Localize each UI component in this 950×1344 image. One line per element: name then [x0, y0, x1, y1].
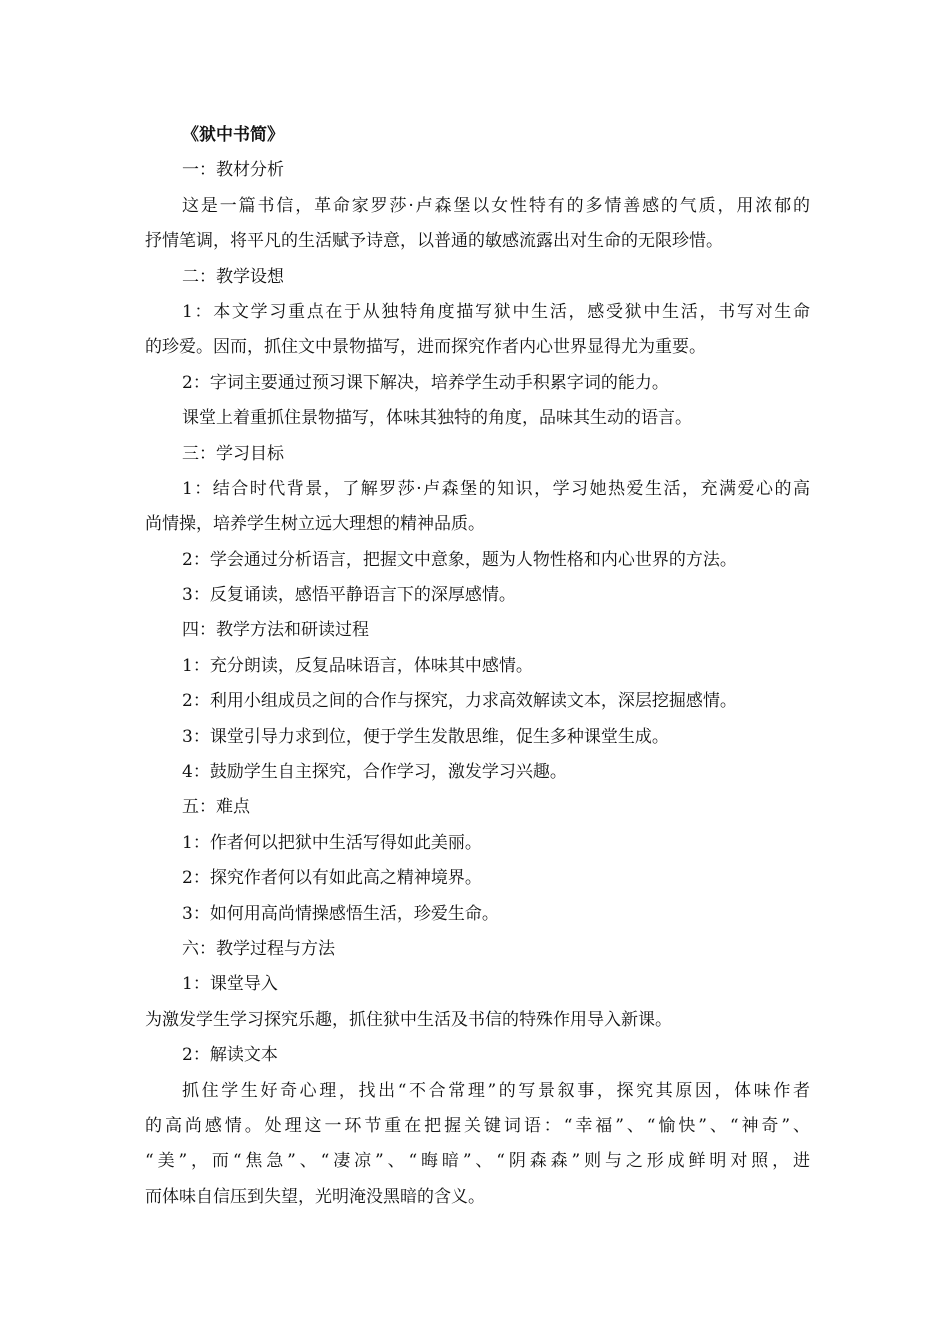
paragraph-line: 3：如何用高尚情操感悟生活，珍爱生命。: [182, 903, 499, 924]
paragraph-line: 1：本文学习重点在于从独特角度描写狱中生活，感受狱中生活，书写对生命: [182, 301, 810, 322]
paragraph-line: 的珍爱。因而，抓住文中景物描写，进而探究作者内心世界显得尤为重要。: [145, 337, 706, 358]
paragraph-line: 为激发学生学习探究乐趣，抓住狱中生活及书信的特殊作用导入新课。: [145, 1009, 672, 1030]
paragraph-line: 抓住学生好奇心理，找出“不合常理”的写景叙事，探究其原因，体味作者: [182, 1080, 810, 1101]
section-heading-3: 三：学习目标: [182, 443, 284, 464]
paragraph-line: 3：课堂引导力求到位，便于学生发散思维，促生多种课堂生成。: [182, 726, 669, 747]
paragraph-line: 2：字词主要通过预习课下解决，培养学生动手积累字词的能力。: [182, 372, 669, 393]
paragraph-line: 1：作者何以把狱中生活写得如此美丽。: [182, 832, 482, 853]
paragraph-line: 1：结合时代背景，了解罗莎·卢森堡的知识，学习她热爱生活，充满爱心的高: [182, 478, 810, 499]
paragraph-line: 而体味自信压到失望，光明淹没黑暗的含义。: [145, 1186, 485, 1207]
paragraph-line: 课堂上着重抓住景物描写，体味其独特的角度，品味其生动的语言。: [182, 408, 692, 429]
section-heading-4: 四：教学方法和研读过程: [182, 620, 369, 641]
section-heading-6: 六：教学过程与方法: [182, 938, 335, 959]
section-heading-2: 二：教学设想: [182, 266, 284, 287]
paragraph-line: “美”，而“焦急”、“凄凉”、“晦暗”、“阴森森”则与之形成鲜明对照，进: [145, 1151, 810, 1172]
paragraph-line: 3：反复诵读，感悟平静语言下的深厚感情。: [182, 585, 516, 606]
paragraph-line: 的高尚感情。处理这一环节重在把握关键词语：“幸福”、“愉快”、“神奇”、: [145, 1115, 810, 1136]
subsection-heading: 1：课堂导入: [182, 974, 278, 995]
subsection-heading: 2：解读文本: [182, 1045, 278, 1066]
section-heading-5: 五：难点: [182, 797, 250, 818]
paragraph-line: 4：鼓励学生自主探究，合作学习，激发学习兴趣。: [182, 762, 567, 783]
paragraph-line: 1：充分朗读，反复品味语言，体味其中感情。: [182, 655, 533, 676]
document-title: 《狱中书简》: [182, 125, 284, 145]
paragraph-line: 2：学会通过分析语言，把握文中意象，题为人物性格和内心世界的方法。: [182, 549, 737, 570]
paragraph-line: 2：探究作者何以有如此高之精神境界。: [182, 868, 482, 889]
document-body: [145, 118, 810, 1215]
paragraph-line: 尚情操，培养学生树立远大理想的精神品质。: [145, 514, 485, 535]
paragraph-line: 2：利用小组成员之间的合作与探究，力求高效解读文本，深层挖掘感情。: [182, 691, 737, 712]
section-heading-1: 一：教材分析: [182, 160, 284, 181]
paragraph-line: 这是一篇书信，革命家罗莎·卢森堡以女性特有的多情善感的气质，用浓郁的: [182, 195, 810, 216]
paragraph-line: 抒情笔调，将平凡的生活赋予诗意，以普通的敏感流露出对生命的无限珍惜。: [145, 231, 723, 252]
